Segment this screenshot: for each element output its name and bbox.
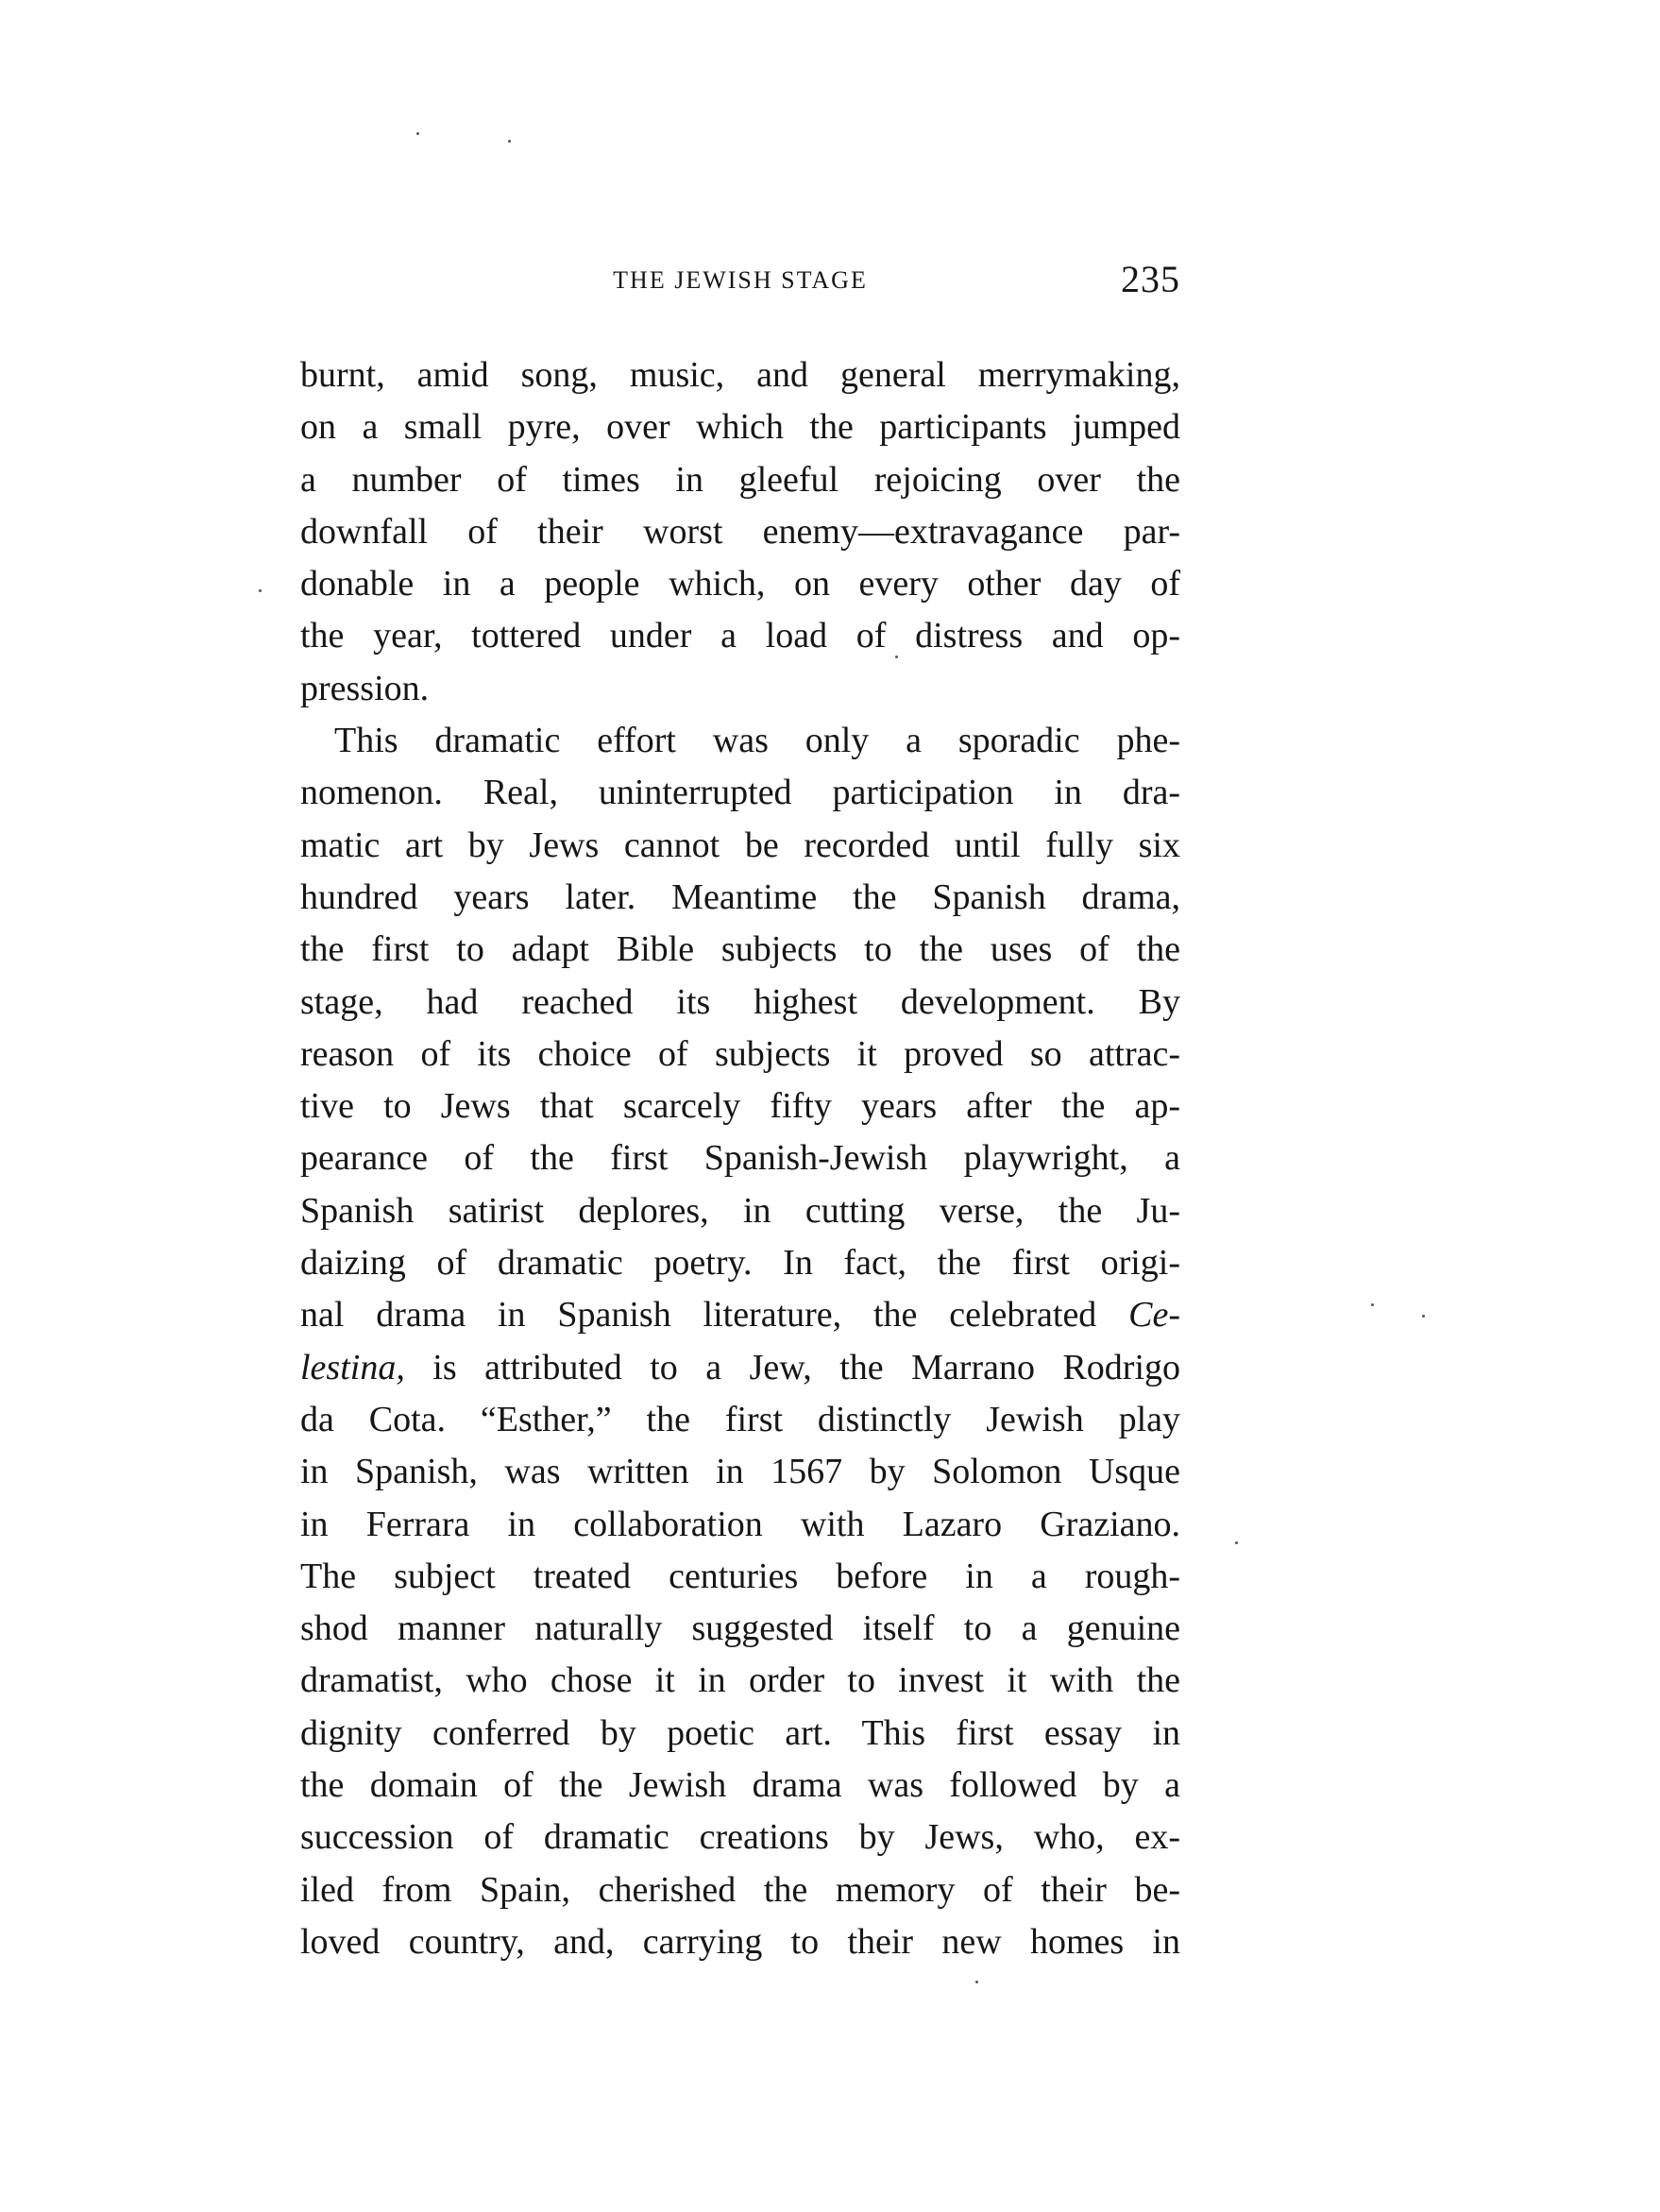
text-line: Spanish satirist deplores, in cutting verse, the Ju-: [300, 1190, 1180, 1231]
text-line: the domain of the Jewish drama was followed by a: [300, 1765, 1180, 1806]
text-line: [300, 1289, 1180, 1341]
running-title: THE JEWISH STAGE: [613, 266, 868, 294]
paragraph-start-line: This dramatic effort was only a sporadic phe-: [334, 721, 1180, 761]
text-line: the year, tottered under a load of distress and op-: [300, 616, 1180, 656]
text-line: in Spanish, was written in 1567 by Solomon Usque: [300, 1452, 1180, 1492]
scan-speck: [975, 1981, 978, 1983]
text-line: downfall of their worst enemy—extravagance par-: [300, 511, 1180, 552]
text-line: hundred years later. Meantime the Spanish drama,: [300, 876, 1180, 917]
text-line: the first to adapt Bible subjects to the uses of the: [300, 929, 1180, 970]
scan-speck: [895, 655, 898, 658]
text-line: pearance of the first Spanish-Jewish playwright, a: [300, 1138, 1180, 1179]
text-line: succession of dramatic creations by Jews, who, ex-: [300, 1817, 1180, 1858]
page-number: 235: [1121, 258, 1180, 300]
text-line: da Cota. “Esther,” the first distinctly Jewish play: [300, 1399, 1180, 1439]
text-line: dramatist, who chose it in order to invest it with the: [300, 1660, 1180, 1701]
italic-title: Ce-: [1128, 1295, 1180, 1336]
text-line: daizing of dramatic poetry. In fact, the first origi-: [300, 1243, 1180, 1284]
text-line: matic art by Jews cannot be recorded until fully six: [300, 825, 1180, 865]
text-line: [300, 1342, 1180, 1394]
scan-speck: [1422, 1315, 1425, 1318]
text-line: reason of its choice of subjects it proved so attrac-: [300, 1033, 1180, 1074]
text-line: shod manner naturally suggested itself to a genuine: [300, 1608, 1180, 1649]
text-line: in Ferrara in collaboration with Lazaro Graziano.: [300, 1504, 1180, 1544]
text-line: stage, had reached its highest development. By: [300, 981, 1180, 1022]
text-run: is attributed to a Jew, the Marrano Rodrigo: [404, 1347, 1180, 1387]
italic-title: lestina,: [300, 1347, 405, 1387]
scan-speck: [259, 589, 262, 592]
paragraph-end-line: pression.: [300, 668, 430, 708]
text-line: tive to Jews that scarcely fifty years after the ap-: [300, 1086, 1180, 1127]
text-line: The subject treated centuries before in a rough-: [300, 1556, 1180, 1596]
text-line: burnt, amid song, music, and general merrymaking,: [300, 355, 1180, 395]
text-line: donable in a people which, on every other day of: [300, 564, 1180, 604]
scan-speck: [508, 140, 511, 143]
text-line: dignity conferred by poetic art. This first essay in: [300, 1712, 1180, 1753]
text-line: nomenon. Real, uninterrupted participation in dra-: [300, 773, 1180, 813]
scan-speck: [1235, 1541, 1238, 1544]
text-run: nal drama in Spanish literature, the celebrated: [300, 1295, 1129, 1336]
scan-speck: [416, 132, 419, 135]
body-text: [300, 349, 1180, 1968]
text-line: loved country, and, carrying to their new homes in: [300, 1921, 1180, 1962]
scan-speck: [1371, 1303, 1374, 1306]
running-head: [300, 257, 1180, 314]
text-line: iled from Spain, cherished the memory of their be-: [300, 1869, 1180, 1910]
text-line: a number of times in gleeful rejoicing over the: [300, 459, 1180, 500]
text-line: on a small pyre, over which the participants jumped: [300, 407, 1180, 448]
